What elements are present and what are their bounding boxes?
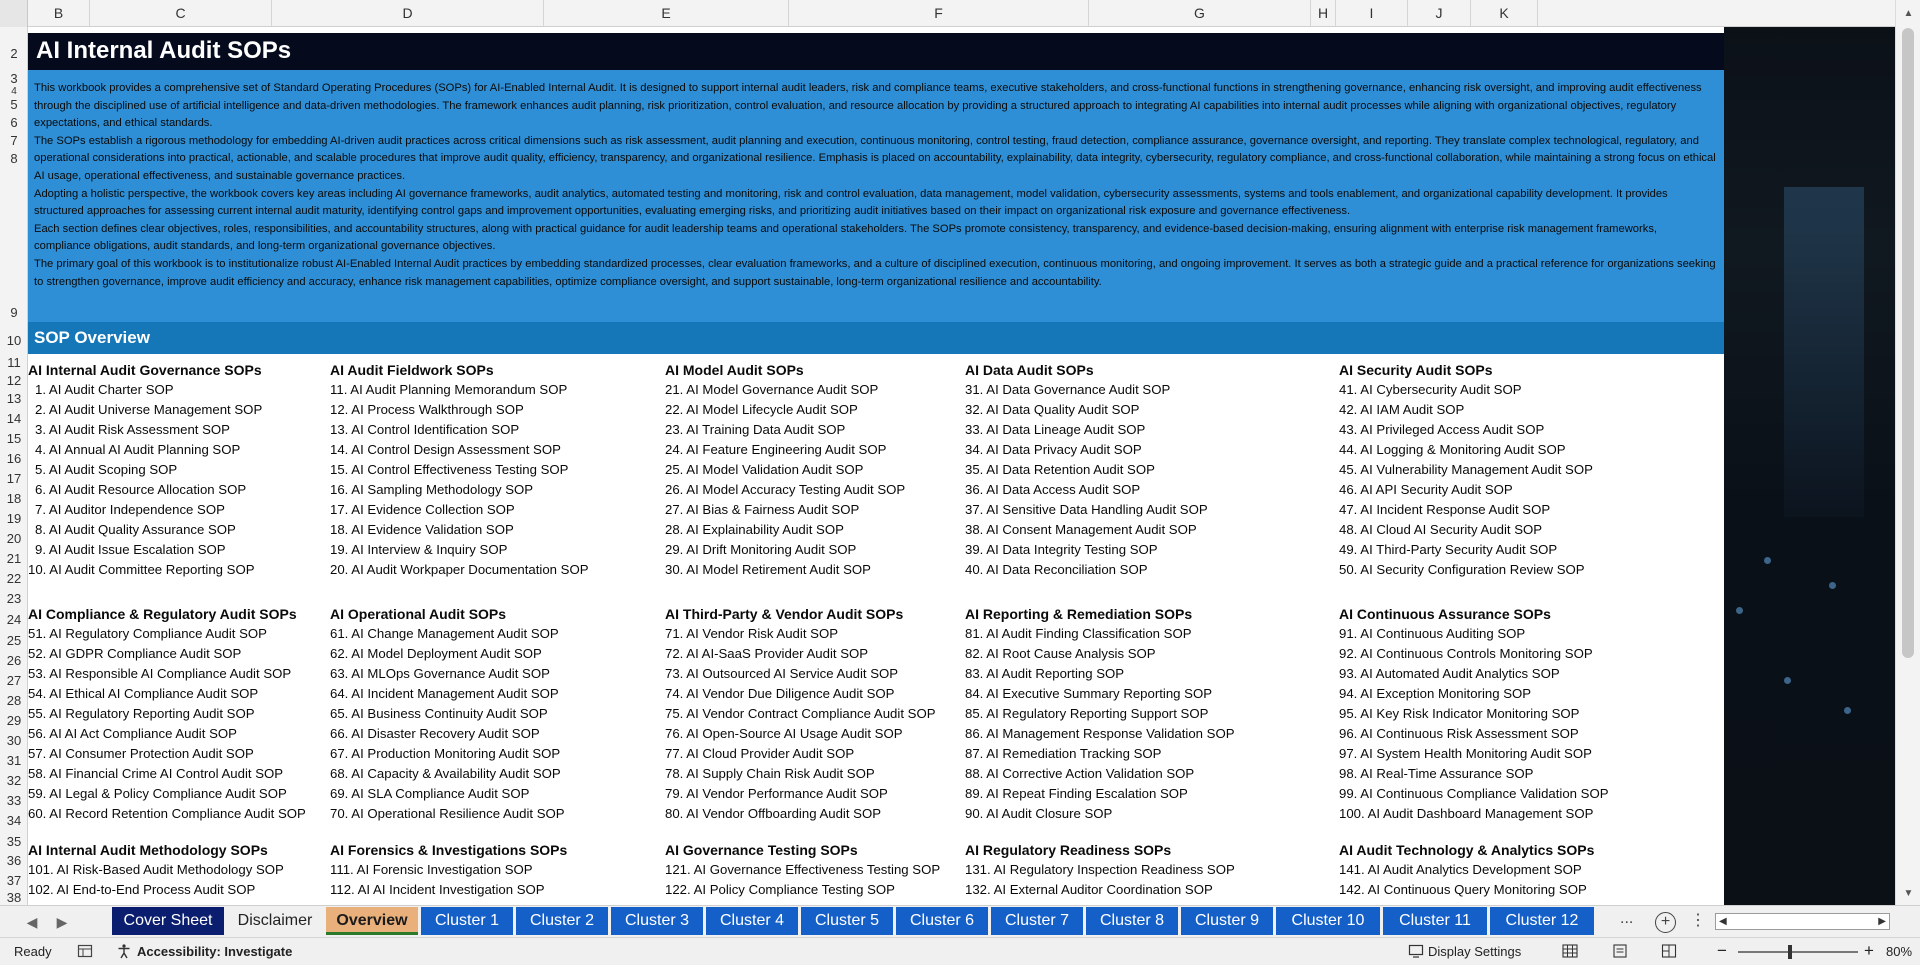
sop-list-item[interactable]: 30. AI Model Retirement Audit SOP xyxy=(665,562,871,577)
sop-group xyxy=(965,840,1235,900)
sop-group xyxy=(1339,840,1594,900)
sop-list-item[interactable]: 112. AI AI Incident Investigation SOP xyxy=(330,882,545,897)
sop-list-item[interactable]: 23. AI Training Data Audit SOP xyxy=(665,422,846,437)
sop-list-item[interactable]: 80. AI Vendor Offboarding Audit SOP xyxy=(665,806,882,821)
sop-group xyxy=(330,604,565,824)
sheet-tab[interactable]: Cluster 4 xyxy=(706,907,798,935)
sop-list-item[interactable]: 4. AI Annual AI Audit Planning SOP xyxy=(35,442,241,457)
sop-list-item[interactable]: 19. AI Interview & Inquiry SOP xyxy=(330,542,508,557)
intro-paragraph: The primary goal of this workbook is to institutionalize robust AI-Enabled Internal Audit practices by embedding standardized processes, clear evaluation frameworks, and a culture of disciplined execution, continuous monitoring, and ongoing improvement. It serves as both a strategic guide and a practical reference for organizations seeking to strengthen governance, improve audit efficiency and accuracy, enhance risk management capabilities, optimize compliance oversight, and support sustainable, long-term organizational resilience and accountability. xyxy=(34,257,1716,288)
page-break-preview-icon[interactable] xyxy=(1661,943,1677,959)
sop-list-item[interactable]: 88. AI Corrective Action Validation SOP xyxy=(965,766,1195,781)
row-header-bar xyxy=(0,27,28,905)
sop-group-heading[interactable]: AI Continuous Assurance SOPs xyxy=(1339,606,1551,622)
sop-group-heading[interactable]: AI Audit Technology & Analytics SOPs xyxy=(1339,842,1595,858)
sop-list-item[interactable]: 77. AI Cloud Provider Audit SOP xyxy=(665,746,855,761)
sop-group-heading[interactable]: AI Compliance & Regulatory Audit SOPs xyxy=(28,606,297,622)
sop-list-item[interactable]: 54. AI Ethical AI Compliance Audit SOP xyxy=(28,686,259,701)
sop-list-item[interactable]: 92. AI Continuous Controls Monitoring SOP xyxy=(1339,646,1593,661)
sop-list-item[interactable]: 11. AI Audit Planning Memorandum SOP xyxy=(330,382,568,397)
sop-list-item[interactable]: 79. AI Vendor Performance Audit SOP xyxy=(665,786,888,801)
sheet-tab[interactable]: Cluster 8 xyxy=(1086,907,1178,935)
sop-list-item[interactable]: 76. AI Open-Source AI Usage Audit SOP xyxy=(665,726,903,741)
row-header[interactable]: 10 xyxy=(6,333,22,348)
sop-list-item[interactable]: 49. AI Third-Party Security Audit SOP xyxy=(1339,542,1558,557)
sheet-tab[interactable]: Cluster 5 xyxy=(801,907,893,935)
sop-list-item[interactable]: 9. AI Audit Issue Escalation SOP xyxy=(35,542,226,557)
select-all-corner[interactable] xyxy=(0,0,28,27)
column-header[interactable]: K xyxy=(1471,0,1538,27)
sop-group xyxy=(965,360,1208,580)
sop-list-item[interactable]: 64. AI Incident Management Audit SOP xyxy=(330,686,559,701)
zoom-level[interactable]: 80% xyxy=(1886,944,1913,959)
sop-list-item[interactable]: 61. AI Change Management Audit SOP xyxy=(330,626,559,641)
sheet-tab[interactable]: Cover Sheet xyxy=(112,907,224,935)
sop-list-item[interactable]: 91. AI Continuous Auditing SOP xyxy=(1339,626,1526,641)
sop-list-item[interactable]: 68. AI Capacity & Availability Audit SOP xyxy=(330,766,561,781)
row-header[interactable]: 7 xyxy=(10,133,18,148)
sheet-grid[interactable] xyxy=(28,27,1724,905)
intro-paragraph: Each section defines clear objectives, roles, responsibilities, and accountability structures, along with practical guidance for audit leadership teams and operational stakeholders. The SOPs promote consistency, transparency, and evidence-based decision-making, ensuring alignment with enterprise risk management frameworks, compliance obligations, audit standards, and long-term organizational governance objectives. xyxy=(34,222,1658,253)
sop-list-item[interactable]: 12. AI Process Walkthrough SOP xyxy=(330,402,524,417)
row-header[interactable]: 5 xyxy=(10,97,18,112)
sop-list-item[interactable]: 46. AI API Security Audit SOP xyxy=(1339,482,1513,497)
row-header[interactable]: 14 xyxy=(6,411,22,426)
sop-group-heading[interactable]: AI Audit Fieldwork SOPs xyxy=(330,362,494,378)
sop-list-item[interactable]: 83. AI Audit Reporting SOP xyxy=(965,666,1125,681)
sheet-tab[interactable]: Cluster 11 xyxy=(1383,907,1487,935)
sop-group xyxy=(330,360,589,580)
row-header[interactable]: 27 xyxy=(6,673,22,688)
intro-paragraph: This workbook provides a comprehensive set of Standard Operating Procedures (SOPs) for AI-Enabled Internal Audit. It is designed to support internal audit leaders, risk and compliance teams, executive stakeholders, and cross-functional functions in strengthening governance, enhancing risk oversight, and improving audit effectiveness through the disciplined use of artificial intelligence and data-driven methodologies. The framework enhances audit planning, risk prioritization, control evaluation, and resource allocation by providing a structured approach to integrating AI capabilities into internal audit processes while aligning with organizational objectives, regulatory expectations, and ethical standards. xyxy=(34,82,1702,130)
sop-list-item[interactable]: 7. AI Auditor Independence SOP xyxy=(35,502,225,517)
sop-list-item[interactable]: 27. AI Bias & Fairness Audit SOP xyxy=(665,502,860,517)
sheet-tab[interactable]: Cluster 9 xyxy=(1181,907,1273,935)
sop-list-item[interactable]: 78. AI Supply Chain Risk Audit SOP xyxy=(665,766,875,781)
sop-group-heading[interactable]: AI Regulatory Readiness SOPs xyxy=(965,842,1172,858)
sheet-tab[interactable]: Cluster 6 xyxy=(896,907,988,935)
accessibility-icon[interactable] xyxy=(116,943,132,959)
column-header[interactable]: E xyxy=(544,0,789,27)
sop-group-heading[interactable]: AI Internal Audit Methodology SOPs xyxy=(28,842,268,858)
scroll-left-icon[interactable]: ◀ xyxy=(1719,916,1727,927)
sop-list-item[interactable]: 29. AI Drift Monitoring Audit SOP xyxy=(665,542,857,557)
sop-list-item[interactable]: 40. AI Data Reconciliation SOP xyxy=(965,562,1148,577)
overview-section-bar xyxy=(28,322,1724,354)
network-node-icon xyxy=(1829,582,1836,589)
sop-list-item[interactable]: 131. AI Regulatory Inspection Readiness SOP xyxy=(965,862,1235,877)
decorative-image-panel xyxy=(1724,27,1895,905)
sop-list-item[interactable]: 102. AI End-to-End Process Audit SOP xyxy=(28,882,256,897)
row-header[interactable]: 17 xyxy=(6,471,22,486)
intro-paragraph: Adopting a holistic perspective, the workbook covers key areas including AI governance frameworks, audit analytics, automated testing and monitoring, risk and control evaluation, data management, model validation, cybersecurity assessments, systems and tools enablement, and organizational capability development. It provides structured approaches for assessing current internal audit maturity, identifying control gaps and improvement opportunities, evaluating emerging risks, and prioritizing audit initiatives based on their impact on organizational risk exposure and governance effectiveness. xyxy=(34,187,1668,218)
sop-list-item[interactable]: 13. AI Control Identification SOP xyxy=(330,422,520,437)
row-header[interactable]: 36 xyxy=(6,853,22,868)
sop-list-item[interactable]: 57. AI Consumer Protection Audit SOP xyxy=(28,746,254,761)
column-header[interactable]: F xyxy=(789,0,1089,27)
sop-list-item[interactable]: 20. AI Audit Workpaper Documentation SOP xyxy=(330,562,589,577)
row-header[interactable]: 21 xyxy=(6,551,22,566)
vertical-scrollbar[interactable] xyxy=(1895,0,1920,905)
row-header[interactable]: 33 xyxy=(6,793,22,808)
row-header[interactable]: 30 xyxy=(6,733,22,748)
sop-list-item[interactable]: 98. AI Real-Time Assurance SOP xyxy=(1339,766,1534,781)
column-header[interactable]: B xyxy=(28,0,90,27)
row-header[interactable]: 9 xyxy=(10,305,18,320)
vertical-scroll-thumb[interactable] xyxy=(1902,28,1914,658)
sop-group-heading[interactable]: AI Data Audit SOPs xyxy=(965,362,1094,378)
sop-list-item[interactable]: 36. AI Data Access Audit SOP xyxy=(965,482,1141,497)
sop-list-item[interactable]: 43. AI Privileged Access Audit SOP xyxy=(1339,422,1545,437)
sop-list-item[interactable]: 8. AI Audit Quality Assurance SOP xyxy=(35,522,236,537)
row-header[interactable]: 23 xyxy=(6,591,22,606)
sop-list-item[interactable]: 95. AI Key Risk Indicator Monitoring SOP xyxy=(1339,706,1580,721)
network-node-icon xyxy=(1844,707,1851,714)
sheet-tab[interactable]: Disclaimer xyxy=(227,907,323,935)
sop-list-item[interactable]: 71. AI Vendor Risk Audit SOP xyxy=(665,626,839,641)
sop-list-item[interactable]: 47. AI Incident Response Audit SOP xyxy=(1339,502,1551,517)
sop-list-item[interactable]: 39. AI Data Integrity Testing SOP xyxy=(965,542,1158,557)
sop-list-item[interactable]: 72. AI AI-SaaS Provider Audit SOP xyxy=(665,646,869,661)
sop-list-item[interactable]: 122. AI Policy Compliance Testing SOP xyxy=(665,882,895,897)
row-header[interactable]: 24 xyxy=(6,612,22,627)
row-header[interactable]: 8 xyxy=(10,151,18,166)
sop-list-item[interactable]: 33. AI Data Lineage Audit SOP xyxy=(965,422,1146,437)
sop-group xyxy=(665,360,905,580)
horizontal-scrollbar[interactable] xyxy=(1715,913,1890,930)
tab-scroll-left-icon[interactable]: ◀ xyxy=(26,914,38,930)
row-header[interactable]: 12 xyxy=(6,373,22,388)
sop-list-item[interactable]: 70. AI Operational Resilience Audit SOP xyxy=(330,806,565,821)
sop-list-item[interactable]: 5. AI Audit Scoping SOP xyxy=(35,462,178,477)
column-header[interactable]: C xyxy=(90,0,272,27)
sop-group-heading[interactable]: AI Third-Party & Vendor Audit SOPs xyxy=(665,606,904,622)
sop-list-item[interactable]: 60. AI Record Retention Compliance Audit SOP xyxy=(28,806,306,821)
sop-list-item[interactable]: 25. AI Model Validation Audit SOP xyxy=(665,462,864,477)
sop-list-item[interactable]: 141. AI Audit Analytics Development SOP xyxy=(1339,862,1582,877)
row-header[interactable]: 4 xyxy=(11,86,17,97)
sop-group-heading[interactable]: AI Reporting & Remediation SOPs xyxy=(965,606,1193,622)
sheet-tab[interactable]: Cluster 10 xyxy=(1276,907,1380,935)
display-settings-icon[interactable] xyxy=(1408,943,1424,959)
sheet-tab[interactable]: Cluster 7 xyxy=(991,907,1083,935)
column-header[interactable]: G xyxy=(1089,0,1311,27)
sop-group-heading[interactable]: AI Security Audit SOPs xyxy=(1339,362,1493,378)
sop-list-item[interactable]: 50. AI Security Configuration Review SOP xyxy=(1339,562,1585,577)
zoom-slider-knob[interactable] xyxy=(1788,945,1792,959)
row-header[interactable]: 6 xyxy=(10,115,18,130)
intro-text-block[interactable] xyxy=(28,70,1724,322)
sop-group xyxy=(665,604,936,824)
sop-list-item[interactable]: 99. AI Continuous Compliance Validation SOP xyxy=(1339,786,1609,801)
sop-list-item[interactable]: 67. AI Production Monitoring Audit SOP xyxy=(330,746,561,761)
sop-list-item[interactable]: 65. AI Business Continuity Audit SOP xyxy=(330,706,548,721)
network-node-icon xyxy=(1736,607,1743,614)
sop-list-item[interactable]: 42. AI IAM Audit SOP xyxy=(1339,402,1465,417)
sop-list-item[interactable]: 81. AI Audit Finding Classification SOP xyxy=(965,626,1192,641)
sop-list-item[interactable]: 26. AI Model Accuracy Testing Audit SOP xyxy=(665,482,906,497)
row-header[interactable]: 31 xyxy=(6,753,22,768)
sop-list-item[interactable]: 86. AI Management Response Validation SOP xyxy=(965,726,1235,741)
row-header[interactable]: 37 xyxy=(6,873,22,888)
sop-group xyxy=(28,840,284,900)
sop-list-item[interactable]: 17. AI Evidence Collection SOP xyxy=(330,502,515,517)
sop-list-item[interactable]: 21. AI Model Governance Audit SOP xyxy=(665,382,879,397)
sop-group xyxy=(330,840,567,900)
sop-group-heading[interactable]: AI Internal Audit Governance SOPs xyxy=(28,362,262,378)
scroll-up-icon[interactable]: ▲ xyxy=(1903,8,1914,19)
column-header[interactable]: H xyxy=(1311,0,1336,27)
server-light-glow xyxy=(1784,187,1864,517)
sop-list-item[interactable]: 22. AI Model Lifecycle Audit SOP xyxy=(665,402,858,417)
sop-list-item[interactable]: 132. AI External Auditor Coordination SOP xyxy=(965,882,1213,897)
tab-scroll-right-icon[interactable]: ▶ xyxy=(56,914,68,930)
row-header[interactable]: 16 xyxy=(6,451,22,466)
sop-list-item[interactable]: 34. AI Data Privacy Audit SOP xyxy=(965,442,1142,457)
sheet-tab[interactable]: Cluster 2 xyxy=(516,907,608,935)
sop-list-item[interactable]: 94. AI Exception Monitoring SOP xyxy=(1339,686,1532,701)
network-node-icon xyxy=(1784,677,1791,684)
sop-list-item[interactable]: 44. AI Logging & Monitoring Audit SOP xyxy=(1339,442,1566,457)
sop-list-item[interactable]: 53. AI Responsible AI Compliance Audit SOP xyxy=(28,666,292,681)
row-header[interactable]: 29 xyxy=(6,713,22,728)
sop-list-item[interactable]: 89. AI Repeat Finding Escalation SOP xyxy=(965,786,1188,801)
sop-group-heading[interactable]: AI Operational Audit SOPs xyxy=(330,606,507,622)
page-layout-icon[interactable] xyxy=(1612,943,1628,959)
row-header[interactable]: 32 xyxy=(6,773,22,788)
sop-group xyxy=(28,604,306,824)
sop-group xyxy=(1339,604,1609,824)
sop-list-item[interactable]: 45. AI Vulnerability Management Audit SOP xyxy=(1339,462,1593,477)
row-header[interactable]: 18 xyxy=(6,491,22,506)
sop-list-item[interactable]: 59. AI Legal & Policy Compliance Audit SOP xyxy=(28,786,287,801)
sop-list-item[interactable]: 75. AI Vendor Contract Compliance Audit SOP xyxy=(665,706,936,721)
row-header[interactable]: 3 xyxy=(10,71,18,86)
row-header[interactable]: 38 xyxy=(6,890,22,905)
sop-list-item[interactable]: 73. AI Outsourced AI Service Audit SOP xyxy=(665,666,899,681)
sop-list-item[interactable]: 31. AI Data Governance Audit SOP xyxy=(965,382,1171,397)
normal-view-icon[interactable] xyxy=(1562,943,1578,959)
intro-paragraph: The SOPs establish a rigorous methodology for embedding AI-driven audit practices across critical dimensions such as risk assessment, audit planning and execution, continuous monitoring, control testing, fraud detection, compliance assurance, governance oversight, and reporting. They translate complex technological, regulatory, and operational considerations into practical, actionable, and scalable procedures that improve audit quality, efficiency, transparency, and organizational resilience. Emphasis is placed on accountability, explainability, data integrity, cybersecurity, regulatory compliance, and cross-functional collaboration, while maintaining a strong focus on ethical AI usage, operational effectiveness, and sustainable governance practices. xyxy=(34,134,1716,182)
more-tabs-button[interactable]: ... xyxy=(1620,910,1634,927)
sheet-tab[interactable]: Cluster 3 xyxy=(611,907,703,935)
sop-list-item[interactable]: 96. AI Continuous Risk Assessment SOP xyxy=(1339,726,1579,741)
sop-list-item[interactable]: 97. AI System Health Monitoring Audit SOP xyxy=(1339,746,1592,761)
sheet-tab[interactable]: Cluster 12 xyxy=(1490,907,1594,935)
overview-title: SOP Overview xyxy=(34,328,150,347)
sop-list-item[interactable]: 101. AI Risk-Based Audit Methodology SOP xyxy=(28,862,284,877)
sop-list-item[interactable]: 66. AI Disaster Recovery Audit SOP xyxy=(330,726,540,741)
row-header[interactable]: 20 xyxy=(6,531,22,546)
row-header[interactable]: 28 xyxy=(6,693,22,708)
sheet-tab[interactable]: Overview xyxy=(326,907,418,935)
sheet-title: AI Internal Audit SOPs xyxy=(36,37,292,64)
sheet-title-bar xyxy=(28,33,1724,70)
column-header[interactable]: I xyxy=(1336,0,1408,27)
sheet-tab-bar xyxy=(0,905,1920,937)
row-header[interactable]: 19 xyxy=(6,511,22,526)
sop-list-item[interactable]: 18. AI Evidence Validation SOP xyxy=(330,522,514,537)
row-header[interactable]: 34 xyxy=(6,813,22,828)
sop-list-item[interactable]: 37. AI Sensitive Data Handling Audit SOP xyxy=(965,502,1208,517)
ready-status: Ready xyxy=(14,944,52,959)
sop-list-item[interactable]: 32. AI Data Quality Audit SOP xyxy=(965,402,1140,417)
sop-list-item[interactable]: 48. AI Cloud AI Security Audit SOP xyxy=(1339,522,1543,537)
sop-list-item[interactable]: 1. AI Audit Charter SOP xyxy=(35,382,174,397)
scroll-right-icon[interactable]: ▶ xyxy=(1878,916,1886,927)
sop-list-item[interactable]: 63. AI MLOps Governance Audit SOP xyxy=(330,666,550,681)
sop-list-item[interactable]: 2. AI Audit Universe Management SOP xyxy=(35,402,263,417)
scroll-down-icon[interactable]: ▼ xyxy=(1903,888,1914,899)
column-header-bar xyxy=(0,0,1895,27)
row-header[interactable]: 13 xyxy=(6,391,22,406)
sop-list-item[interactable]: 16. AI Sampling Methodology SOP xyxy=(330,482,534,497)
sop-list-item[interactable]: 28. AI Explainability Audit SOP xyxy=(665,522,844,537)
sop-group xyxy=(1339,360,1593,580)
sop-list-item[interactable]: 35. AI Data Retention Audit SOP xyxy=(965,462,1155,477)
sop-list-item[interactable]: 56. AI AI Act Compliance Audit SOP xyxy=(28,726,237,741)
sop-group-heading[interactable]: AI Governance Testing SOPs xyxy=(665,842,858,858)
sop-list-item[interactable]: 10. AI Audit Committee Reporting SOP xyxy=(28,562,255,577)
sop-group-heading[interactable]: AI Model Audit SOPs xyxy=(665,362,804,378)
zoom-slider[interactable] xyxy=(1738,951,1858,953)
sop-list-item[interactable]: 58. AI Financial Crime AI Control Audit SOP xyxy=(28,766,284,781)
sop-group-heading[interactable]: AI Forensics & Investigations SOPs xyxy=(330,842,568,858)
sop-list-item[interactable]: 74. AI Vendor Due Diligence Audit SOP xyxy=(665,686,895,701)
sop-list-item[interactable]: 84. AI Executive Summary Reporting SOP xyxy=(965,686,1213,701)
row-header[interactable]: 2 xyxy=(10,46,18,61)
sop-list-item[interactable]: 14. AI Control Design Assessment SOP xyxy=(330,442,561,457)
sop-list-item[interactable]: 90. AI Audit Closure SOP xyxy=(965,806,1113,821)
column-header[interactable]: D xyxy=(272,0,544,27)
row-header[interactable]: 26 xyxy=(6,653,22,668)
sop-list-item[interactable]: 87. AI Remediation Tracking SOP xyxy=(965,746,1162,761)
sop-list-item[interactable]: 52. AI GDPR Compliance Audit SOP xyxy=(28,646,242,661)
sop-list-item[interactable]: 85. AI Regulatory Reporting Support SOP xyxy=(965,706,1209,721)
column-header[interactable]: J xyxy=(1408,0,1471,27)
zoom-out-button[interactable]: − xyxy=(1717,941,1727,960)
sop-list-item[interactable]: 41. AI Cybersecurity Audit SOP xyxy=(1339,382,1522,397)
row-header[interactable]: 22 xyxy=(6,571,22,586)
sop-list-item[interactable]: 51. AI Regulatory Compliance Audit SOP xyxy=(28,626,267,641)
status-bar xyxy=(0,937,1920,965)
sop-list-item[interactable]: 55. AI Regulatory Reporting Audit SOP xyxy=(28,706,255,721)
sop-list-item[interactable]: 100. AI Audit Dashboard Management SOP xyxy=(1339,806,1594,821)
sop-group xyxy=(965,604,1235,824)
add-sheet-button[interactable]: + xyxy=(1655,912,1676,933)
zoom-in-button[interactable]: + xyxy=(1864,941,1874,960)
tab-options-icon[interactable]: ⋮ xyxy=(1690,912,1706,929)
sop-list-item[interactable]: 24. AI Feature Engineering Audit SOP xyxy=(665,442,887,457)
sheet-tab[interactable]: Cluster 1 xyxy=(421,907,513,935)
sop-list-item[interactable]: 15. AI Control Effectiveness Testing SOP xyxy=(330,462,569,477)
sop-list-item[interactable]: 111. AI Forensic Investigation SOP xyxy=(330,862,533,877)
network-node-icon xyxy=(1764,557,1771,564)
accessibility-status[interactable]: Accessibility: Investigate xyxy=(137,944,293,959)
display-settings-button[interactable]: Display Settings xyxy=(1428,944,1522,959)
sop-list-item[interactable]: 82. AI Root Cause Analysis SOP xyxy=(965,646,1156,661)
macro-record-icon[interactable] xyxy=(77,943,93,959)
row-header[interactable]: 11 xyxy=(7,355,21,370)
sop-list-item[interactable]: 6. AI Audit Resource Allocation SOP xyxy=(35,482,247,497)
row-header[interactable]: 35 xyxy=(6,834,22,849)
sop-list-item[interactable]: 38. AI Consent Management Audit SOP xyxy=(965,522,1197,537)
sop-list-item[interactable]: 93. AI Automated Audit Analytics SOP xyxy=(1339,666,1560,681)
sop-group xyxy=(28,360,262,580)
sop-list-item[interactable]: 142. AI Continuous Query Monitoring SOP xyxy=(1339,882,1587,897)
row-header[interactable]: 25 xyxy=(6,633,22,648)
sop-list-item[interactable]: 3. AI Audit Risk Assessment SOP xyxy=(35,422,230,437)
row-header[interactable]: 15 xyxy=(6,431,22,446)
sop-group xyxy=(665,840,940,900)
sop-list-item[interactable]: 69. AI SLA Compliance Audit SOP xyxy=(330,786,530,801)
sop-list-item[interactable]: 62. AI Model Deployment Audit SOP xyxy=(330,646,542,661)
sop-list-item[interactable]: 121. AI Governance Effectiveness Testing SOP xyxy=(665,862,941,877)
